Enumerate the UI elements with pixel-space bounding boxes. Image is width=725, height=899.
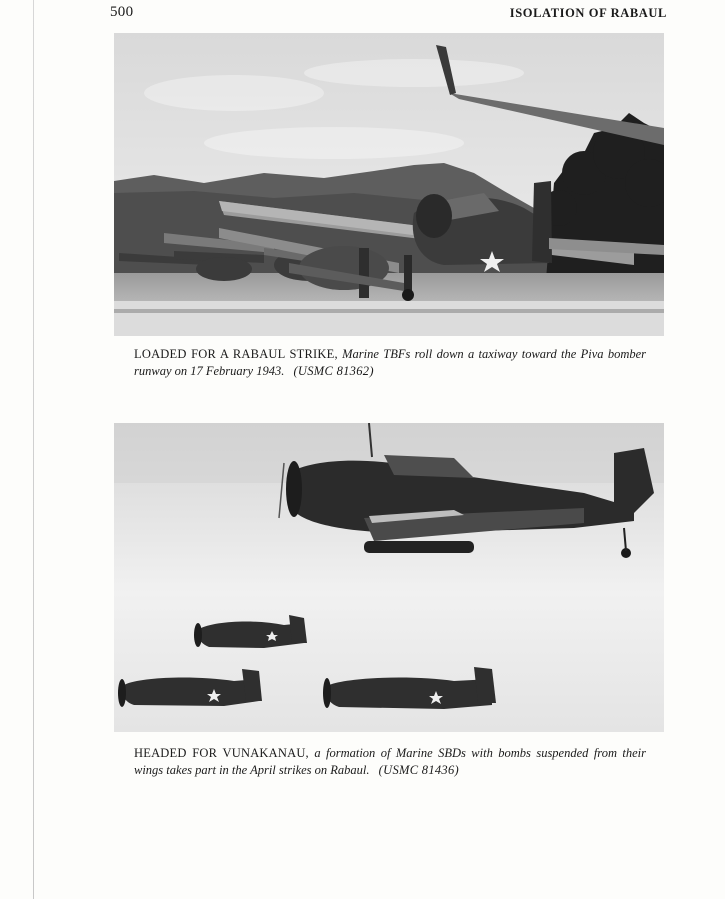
caption-tbf-body: Marine TBFs roll down a taxiway toward the Piva bomber runway on 17 February 1943. [134, 347, 647, 378]
caption-sbd-ref: (USMC 81436) [378, 763, 459, 777]
photo-tbf-taxiway [114, 33, 664, 336]
caption-sbd-body: a formation of Marine SBDs with bombs suspended from their wings takes part in the April strikes on Rabaul. [134, 746, 647, 777]
caption-tbf-ref: (USMC 81362) [293, 364, 374, 378]
caption-tbf-lead: LOADED FOR A RABAUL STRIKE, [134, 347, 338, 361]
lead-tbf-tail [532, 181, 552, 263]
photo-sbd-formation [114, 423, 664, 732]
caption-sbd-lead: HEADED FOR VUNAKANAU, [134, 746, 309, 760]
caption-tbf [134, 346, 646, 380]
page-binding-edge [33, 0, 34, 899]
sbd-formation-illustration [114, 423, 664, 732]
page-number: 500 [110, 4, 134, 20]
running-head-title: ISOLATION OF RABAUL [509, 6, 667, 20]
tbf-taxiway-illustration [114, 33, 664, 336]
caption-sbd [134, 745, 646, 779]
